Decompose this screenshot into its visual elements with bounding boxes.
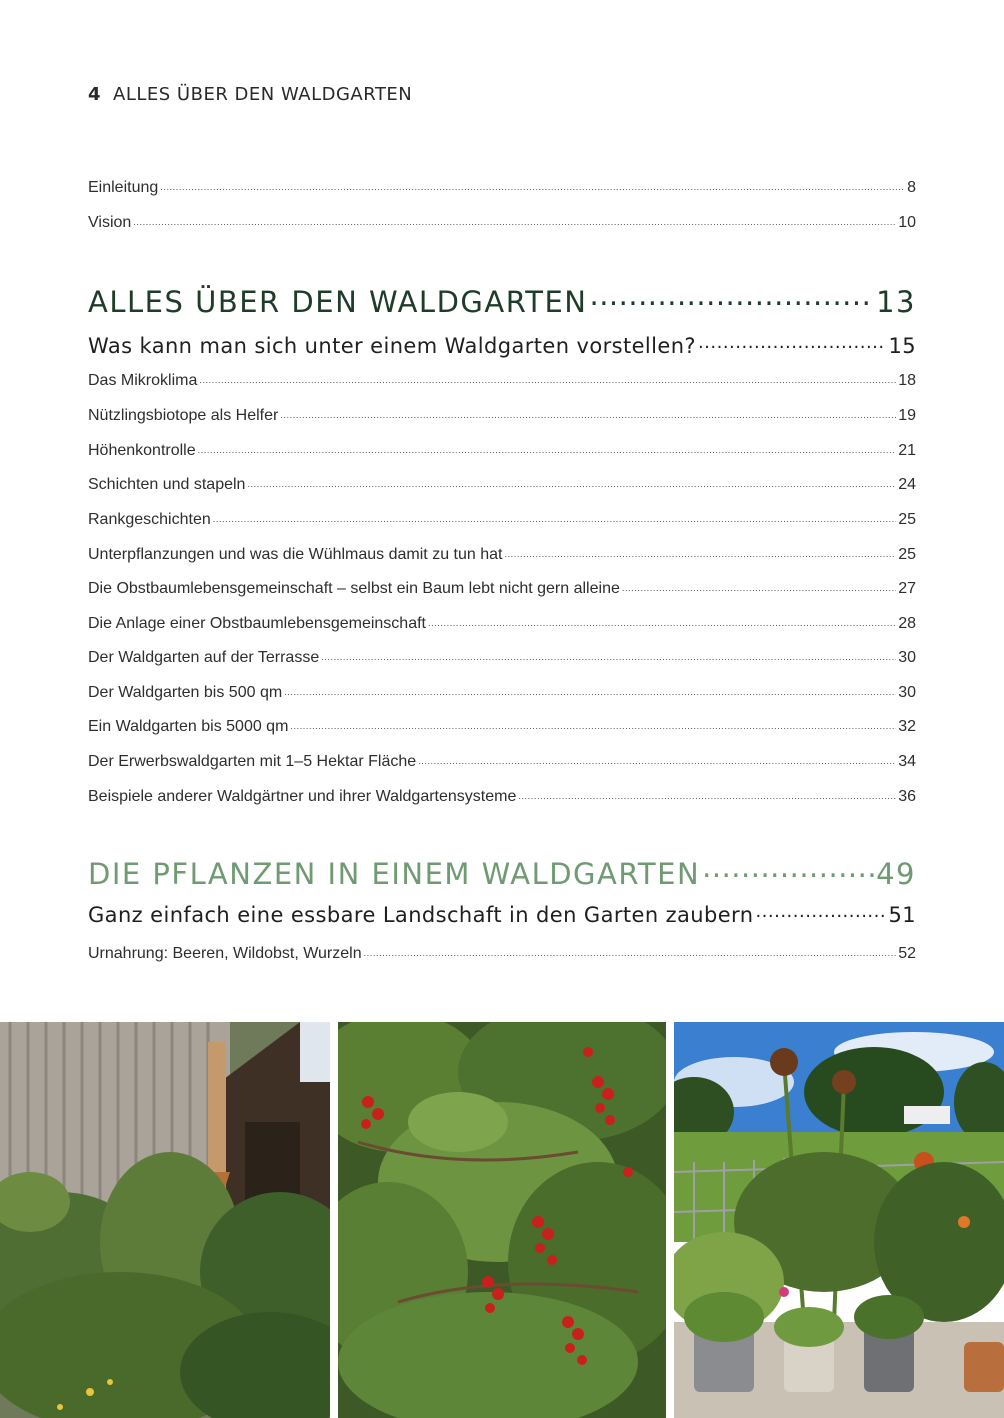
toc-section-1[interactable] <box>88 332 916 362</box>
toc-entry[interactable] <box>88 369 916 391</box>
dot-leader <box>160 176 905 192</box>
toc-entry-label: Beispiele anderer Waldgärtner und ihrer Waldgartensysteme <box>88 788 517 805</box>
toc-entry-label: Vision <box>88 214 132 231</box>
dot-leader <box>247 473 896 489</box>
toc-entry-page: 18 <box>898 372 916 389</box>
toc-section-page: 15 <box>888 334 916 358</box>
toc-entry[interactable] <box>88 646 916 668</box>
toc-entry-page: 19 <box>898 407 916 424</box>
dot-leader <box>702 855 874 884</box>
toc-entry-einleitung[interactable] <box>88 176 916 198</box>
toc-entry-page: 24 <box>898 476 916 493</box>
toc-entry[interactable] <box>88 404 916 426</box>
toc-section-2[interactable] <box>88 901 916 931</box>
running-head-title: ALLES ÜBER DEN WALDGARTEN <box>113 84 413 105</box>
toc-entry-label: Urnahrung: Beeren, Wildobst, Wurzeln <box>88 945 362 962</box>
toc-entry-page: 8 <box>907 179 916 196</box>
toc-chapter-label: DIE PFLANZEN IN EINEM WALDGARTEN <box>88 857 701 891</box>
toc-entry-vision[interactable] <box>88 211 916 233</box>
running-head <box>88 84 412 105</box>
photo-barn-garden-image <box>0 1022 330 1418</box>
toc-chapter-page: 49 <box>876 857 916 891</box>
toc-entry-page: 36 <box>898 788 916 805</box>
dot-leader <box>428 612 896 628</box>
dot-leader <box>698 332 887 353</box>
dot-leader <box>280 404 896 420</box>
toc-chapter-page: 13 <box>876 285 916 319</box>
toc-entry-page: 52 <box>898 945 916 962</box>
toc-entry[interactable] <box>88 612 916 634</box>
dot-leader <box>133 211 896 227</box>
toc-entry-label: Unterpflanzungen und was die Wühlmaus damit zu tun hat <box>88 546 503 563</box>
dot-leader <box>589 283 874 312</box>
photo-terrace-garden-image <box>674 1022 1004 1418</box>
toc-entry-label: Die Anlage einer Obstbaumlebensgemeinschaft <box>88 615 426 632</box>
toc-entry-label: Schichten und stapeln <box>88 476 246 493</box>
page-number: 4 <box>88 84 102 105</box>
toc-entry-label: Der Waldgarten bis 500 qm <box>88 684 283 701</box>
toc-entry[interactable] <box>88 508 916 530</box>
dot-leader <box>290 715 896 731</box>
dot-leader <box>504 543 896 559</box>
toc-entry-page: 10 <box>898 214 916 231</box>
toc-entry[interactable] <box>88 750 916 772</box>
toc-entry-label: Der Waldgarten auf der Terrasse <box>88 649 320 666</box>
toc-entry-label: Ein Waldgarten bis 5000 qm <box>88 718 289 735</box>
toc-chapter-1[interactable] <box>88 283 916 323</box>
toc-entry-label: Das Mikroklima <box>88 372 198 389</box>
toc-entry[interactable] <box>88 577 916 599</box>
photo-strip <box>0 1022 1004 1418</box>
toc-entry-page: 32 <box>898 718 916 735</box>
dot-leader <box>321 646 896 662</box>
dot-leader <box>364 942 897 958</box>
toc-entry-page: 34 <box>898 753 916 770</box>
toc-entry-label: Der Erwerbswaldgarten mit 1–5 Hektar Fläche <box>88 753 417 770</box>
toc-entry-page: 21 <box>898 442 916 459</box>
photo-red-currants-image <box>338 1022 666 1418</box>
toc-entry[interactable] <box>88 473 916 495</box>
toc-entry-page: 28 <box>898 615 916 632</box>
photo-terrace-garden <box>674 1022 1004 1418</box>
toc-entry[interactable] <box>88 785 916 807</box>
dot-leader <box>198 439 897 455</box>
toc-entry[interactable] <box>88 942 916 964</box>
toc-entry[interactable] <box>88 439 916 461</box>
toc-section-page: 51 <box>888 903 916 927</box>
photo-red-currants <box>338 1022 666 1418</box>
dot-leader <box>622 577 896 593</box>
toc-chapter-label: ALLES ÜBER DEN WALDGARTEN <box>88 285 588 319</box>
toc-entry-label: Die Obstbaumlebensgemeinschaft – selbst ein Baum lebt nicht gern alleine <box>88 580 620 597</box>
toc-entry-page: 27 <box>898 580 916 597</box>
dot-leader <box>755 901 886 922</box>
dot-leader <box>213 508 896 524</box>
toc-entry-label: Rankgeschichten <box>88 511 211 528</box>
toc-section-label: Ganz einfach eine essbare Landschaft in den Garten zaubern <box>88 903 754 927</box>
toc-entry-label: Einleitung <box>88 179 159 196</box>
toc-entry-label: Nützlingsbiotope als Helfer <box>88 407 279 424</box>
toc-entry-page: 25 <box>898 546 916 563</box>
toc-entry-page: 30 <box>898 684 916 701</box>
toc-entry[interactable] <box>88 715 916 737</box>
photo-barn-garden <box>0 1022 330 1418</box>
toc-entry[interactable] <box>88 681 916 703</box>
dot-leader <box>284 681 896 697</box>
toc-entry-label: Höhenkontrolle <box>88 442 196 459</box>
dot-leader <box>199 369 896 385</box>
toc-entry-page: 30 <box>898 649 916 666</box>
dot-leader <box>518 785 896 801</box>
dot-leader <box>418 750 896 766</box>
toc-chapter-2[interactable] <box>88 855 916 895</box>
toc-entry-page: 25 <box>898 511 916 528</box>
toc-section-label: Was kann man sich unter einem Waldgarten vorstellen? <box>88 334 696 358</box>
toc-entry[interactable] <box>88 543 916 565</box>
